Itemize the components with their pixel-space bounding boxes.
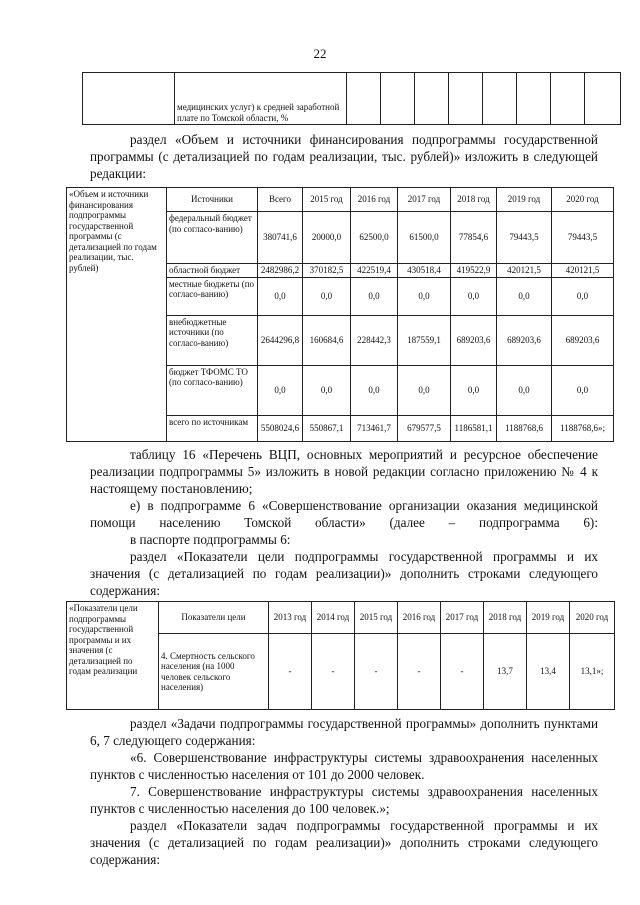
cell-value: 420121,5 xyxy=(497,264,552,278)
col-header-indicator: Показатели цели xyxy=(159,602,269,634)
col-header-year: 2019 год xyxy=(497,188,552,212)
col-header-total: Всего xyxy=(258,188,303,212)
col-header-year: 2013 год xyxy=(269,602,312,634)
cell-value: 419522,9 xyxy=(451,264,497,278)
cell-value: 228442,3 xyxy=(351,315,398,365)
cell-value: 1186581,1 xyxy=(451,415,497,441)
empty-cell xyxy=(381,73,415,125)
col-header-year: 2018 год xyxy=(451,188,497,212)
cell-value: 422519,4 xyxy=(351,264,398,278)
col-header-year: 2020 год xyxy=(570,602,615,634)
top-table-text: медицинских услуг) к средней заработной плате по Томской области, % xyxy=(175,73,347,125)
col-header-year: 2020 год xyxy=(552,188,614,212)
empty-cell xyxy=(415,73,449,125)
col-header-year: 2014 год xyxy=(312,602,355,634)
col-header-year: 2018 год xyxy=(484,602,527,634)
cell-value: - xyxy=(355,634,398,710)
paragraph-7: «6. Совершенствование инфраструктуры системы здравоохранения населенных пунктов с численностью населения от 101 до 2000 человек. xyxy=(90,750,598,782)
paragraph-2: таблицу 16 «Перечень ВЦП, основных мероприятий и ресурсное обеспечение реализации подпрограммы 5» изложить в новой редакции согласно приложению № 4 к настоящему постановлению; xyxy=(90,447,598,496)
cell-value: 1188768,6 xyxy=(497,415,552,441)
cell-value: 380741,6 xyxy=(258,212,303,264)
cell-value: 1188768,6»; xyxy=(552,415,614,441)
cell-value: 61500,0 xyxy=(398,212,451,264)
cell-value: - xyxy=(441,634,484,710)
cell-value: 13,1»; xyxy=(570,634,615,710)
cell-value: 420121,5 xyxy=(552,264,614,278)
cell-value: 679577,5 xyxy=(398,415,451,441)
empty-cell xyxy=(347,73,381,125)
source-label: всего по источникам xyxy=(167,415,258,441)
cell-value: 430518,4 xyxy=(398,264,451,278)
cell-value: 0,0 xyxy=(497,277,552,315)
cell-value: 79443,5 xyxy=(497,212,552,264)
paragraph-9: раздел «Показатели задач подпрограммы государственной программы и их значения (с детализацией по годам реализации)» дополнить строками следующего содержания: xyxy=(90,818,598,867)
empty-cell xyxy=(449,73,483,125)
empty-cell xyxy=(551,73,585,125)
cell-value: 0,0 xyxy=(351,365,398,415)
cell-value: 13,7 xyxy=(484,634,527,710)
source-label: внебюджетные источники (по согласо-ванию) xyxy=(167,315,258,365)
indicator-label: 4. Смертность сельского населения (на 1000 человек сельского населения) xyxy=(159,634,269,710)
cell-value: 0,0 xyxy=(303,365,351,415)
cell-value: 187559,1 xyxy=(398,315,451,365)
indicators-table xyxy=(66,601,615,710)
cell-value: 689203,6 xyxy=(497,315,552,365)
col-header-year: 2015 год xyxy=(355,602,398,634)
cell-value: 0,0 xyxy=(398,365,451,415)
cell-value: 79443,5 xyxy=(552,212,614,264)
cell-value: - xyxy=(269,634,312,710)
col-header-year: 2017 год xyxy=(398,188,451,212)
cell-value: 2644296,8 xyxy=(258,315,303,365)
cell-value: 0,0 xyxy=(497,365,552,415)
cell-value: 0,0 xyxy=(552,277,614,315)
cell-value: 0,0 xyxy=(258,365,303,415)
empty-cell xyxy=(517,73,551,125)
source-label: местные бюджеты (по согласо-ванию) xyxy=(167,277,258,315)
source-label: федеральный бюджет (по согласо-ванию) xyxy=(167,212,258,264)
paragraph-3: е) в подпрограмме 6 «Совершенствование организации оказания медицинской помощи населению Томской области» (далее – подпрограмма 6): xyxy=(90,498,598,530)
col-header-year: 2015 год xyxy=(303,188,351,212)
paragraph-6: раздел «Задачи подпрограммы государственной программы» дополнить пунктами 6, 7 следующего содержания: xyxy=(90,716,598,748)
financing-table xyxy=(66,187,614,442)
source-label: областной бюджет xyxy=(167,264,258,278)
cell-value: 550867,1 xyxy=(303,415,351,441)
cell-value: 0,0 xyxy=(451,365,497,415)
empty-cell xyxy=(83,73,175,125)
cell-value: 62500,0 xyxy=(351,212,398,264)
cell-value: 0,0 xyxy=(552,365,614,415)
source-label: бюджет ТФОМС ТО (по согласо-ванию) xyxy=(167,365,258,415)
col-header-year: 2017 год xyxy=(441,602,484,634)
cell-value: 77854,6 xyxy=(451,212,497,264)
cell-value: - xyxy=(398,634,441,710)
col-header-year: 2016 год xyxy=(398,602,441,634)
page-number: 22 xyxy=(313,46,327,61)
col-header-year: 2019 год xyxy=(527,602,570,634)
cell-value: 0,0 xyxy=(258,277,303,315)
cell-value: 370182,5 xyxy=(303,264,351,278)
cell-value: - xyxy=(312,634,355,710)
financing-row-header: «Объем и источники финансирования подпрограммы государственной программы (с детализацией по годам реализации, тыс. рублей) xyxy=(67,188,167,442)
top-table xyxy=(82,72,621,125)
indicators-row-header: «Показатели цели подпрограммы государственной программы и их значения (с детализацией по годам реализации xyxy=(67,602,159,710)
paragraph-8: 7. Совершенствование инфраструктуры системы здравоохранения населенных пунктов с численностью населения до 100 человек.»; xyxy=(90,784,598,816)
empty-cell xyxy=(585,73,621,125)
cell-value: 20000,0 xyxy=(303,212,351,264)
cell-value: 689203,6 xyxy=(552,315,614,365)
col-header-year: 2016 год xyxy=(351,188,398,212)
cell-value: 0,0 xyxy=(451,277,497,315)
cell-value: 0,0 xyxy=(303,277,351,315)
cell-value: 5508024,6 xyxy=(258,415,303,441)
cell-value: 0,0 xyxy=(398,277,451,315)
cell-value: 0,0 xyxy=(351,277,398,315)
paragraph-1: раздел «Объем и источники финансирования подпрограммы государственной программы (с детализацией по годам реализации, тыс. рублей)» изложить в следующей редакции: xyxy=(90,132,598,181)
paragraph-5: раздел «Показатели цели подпрограммы государственной программы и их значения (с детализацией по годам реализации)» дополнить строками следующего содержания: xyxy=(90,549,598,598)
cell-value: 2482986,2 xyxy=(258,264,303,278)
cell-value: 160684,6 xyxy=(303,315,351,365)
paragraph-4: в паспорте подпрограммы 6: xyxy=(130,532,291,547)
col-header-sources: Источники xyxy=(167,188,258,212)
cell-value: 713461,7 xyxy=(351,415,398,441)
cell-value: 13,4 xyxy=(527,634,570,710)
empty-cell xyxy=(483,73,517,125)
cell-value: 689203,6 xyxy=(451,315,497,365)
